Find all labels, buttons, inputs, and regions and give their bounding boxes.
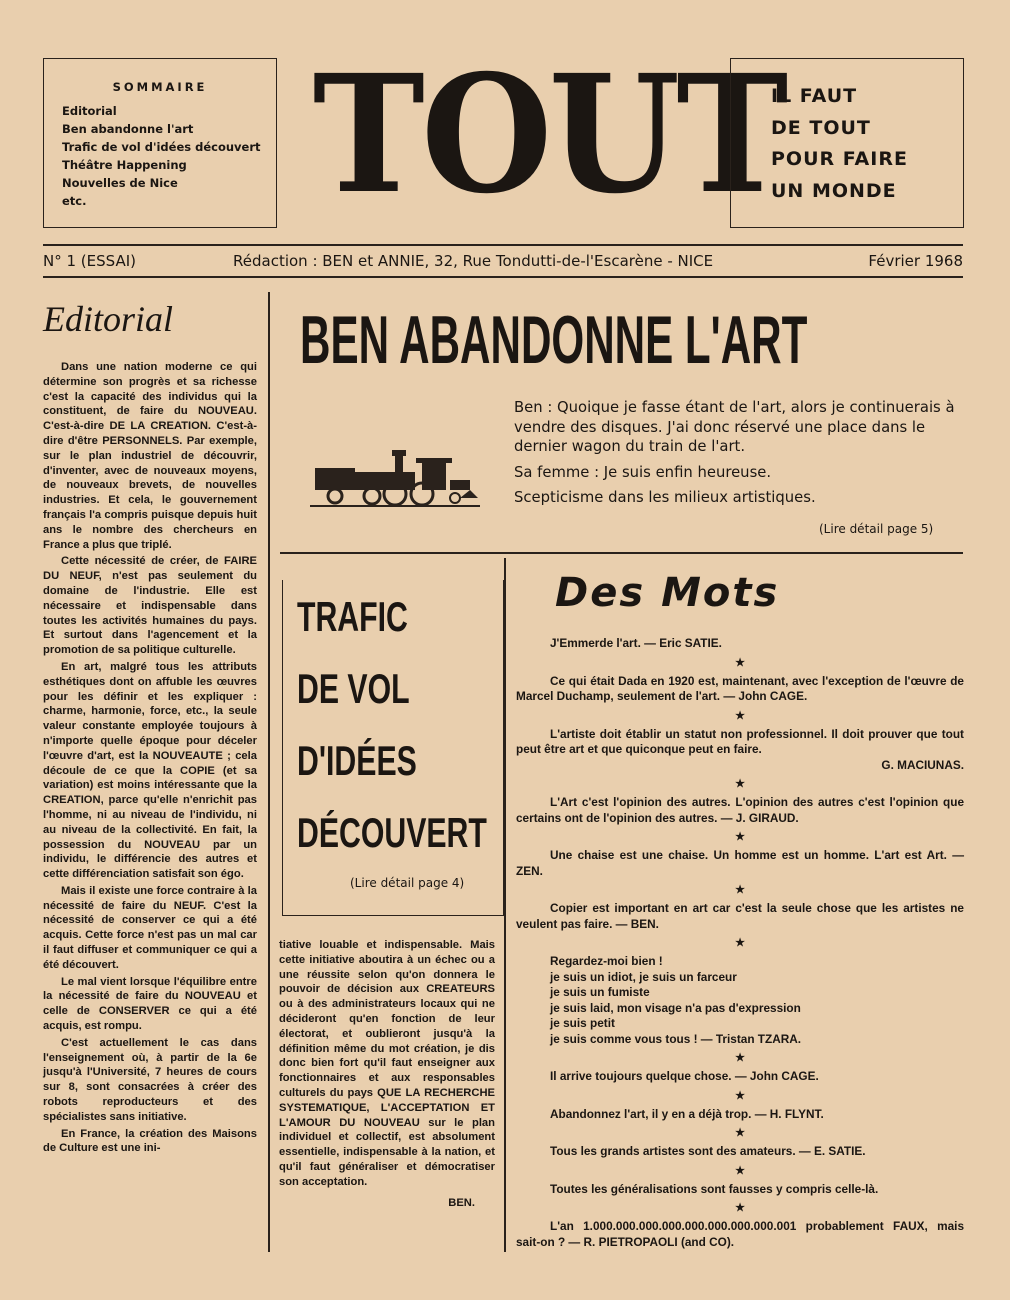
rule-bottom	[43, 276, 963, 278]
sommaire-item[interactable]: Ben abandonne l'art	[62, 122, 194, 136]
star-separator: ★	[735, 1089, 745, 1102]
poem-line: je suis petit	[550, 1016, 615, 1030]
slogan-line: DE TOUT	[771, 116, 871, 139]
editorial-paragraph: Cette nécessité de créer, de FAIRE DU NEUF, n'est pas seulement du domaine de l'industrie. Elle est nécessaire et indispensable dans toutes les activités humaines du pays. Et surtout dans l'agencement et la promotion de sa politique culturelle.	[43, 555, 257, 657]
poem-line: je suis un idiot, je suis un farceur	[550, 969, 737, 984]
editorial-paragraph: En France, la création des Maisons de Culture est une ini-	[43, 1127, 257, 1155]
star-separator: ★	[735, 1127, 745, 1139]
ben-page-reference[interactable]: (Lire détail page 5)	[819, 522, 934, 536]
sommaire-item[interactable]: Théâtre Happening	[62, 158, 187, 172]
poem-line: je suis un fumiste	[550, 985, 650, 999]
quote: Une chaise est une chaise. Un homme est un homme. L'art est Art. — ZEN.	[516, 848, 964, 878]
masthead-title: TOUT	[312, 40, 785, 230]
slogan-line: IL FAUT	[771, 85, 858, 107]
sommaire-item[interactable]: Editorial	[62, 104, 117, 118]
ben-paragraph: Scepticisme dans les milieux artistiques.	[514, 489, 816, 506]
quote: J'Emmerde l'art. — Eric SATIE.	[550, 636, 722, 650]
star-separator: ★	[735, 656, 745, 669]
sommaire-item[interactable]: Nouvelles de Nice	[62, 176, 178, 190]
des-mots-quotes	[516, 636, 964, 1250]
sommaire-item[interactable]: etc.	[62, 194, 87, 208]
trafic-headline-line: D'IDÉES	[297, 737, 417, 784]
quote: Ce qui était Dada en 1920 est, maintenant, avec l'exception de l'œuvre de Marcel Duchamp, seulement de l'art. — John CAGE.	[516, 673, 964, 703]
editorial-paragraph: Dans une nation moderne ce qui détermine son progrès et sa richesse c'est la capacité des individus qui la constituent, de faire du NOUVEAU. C'est-à-dire DE LA CREATION. C'est-à-dire d'être PERSONNELS. Par exemple, sur le plan industriel de découvrir, d'inventer, avec de nouveaux moyens, de nouveaux brevets, de nouvelles industries. Et cela, le gouvernement français l'a compris puisque depuis huit ans le nombre des chercheurs en France a plus que triplé.	[43, 361, 257, 551]
slogan-box	[730, 58, 964, 228]
slogan-line: UN MONDE	[771, 179, 897, 202]
tzara-poem	[516, 954, 964, 1047]
quote: Abandonnez l'art, il y en a déjà trop. — H. FLYNT.	[550, 1106, 824, 1121]
editorial-body	[43, 360, 257, 1156]
quote: Il arrive toujours quelque chose. — John CAGE.	[550, 1069, 819, 1083]
editorial-title: Editorial	[43, 299, 174, 339]
editorial-paragraph: Le mal vient lorsque l'équilibre entre la nécessité de faire du NOUVEAU et celle de CONSERVER ce qui a été acquis, est rompu.	[43, 975, 257, 1033]
trafic-headline-line: DE VOL	[297, 665, 410, 712]
des-mots-title: Des Mots	[555, 570, 780, 616]
star-separator: ★	[735, 709, 745, 722]
slogan-line: POUR FAIRE	[771, 148, 908, 170]
sommaire-title: SOMMAIRE	[112, 80, 208, 94]
editorial-paragraph: C'est actuellement le cas dans l'enseignement où, à partir de la 6e jusqu'à l'Université, 7 heures de cours sur 8, sont consacrées à créer des robots reproducteurs et des spécialistes sans initiative.	[43, 1036, 257, 1123]
sommaire-box	[43, 58, 277, 228]
ben-article-body	[514, 398, 966, 514]
star-separator: ★	[735, 831, 745, 843]
editorial-paragraph: Mais il existe une force contraire à la nécessité de faire du NEUF. C'est la nécessité de conserver ce qui a été acquis. Cette force n'est pas un mal car il faut diffuser et communiquer ce qui a été découvert.	[43, 884, 257, 971]
ben-paragraph: Ben : Quoique je fasse étant de l'art, alors je continuerais à vendre des disques. J'ai donc réservé une place dans le dernier wagon du train de l'art.	[514, 399, 955, 455]
star-separator: ★	[735, 778, 745, 790]
sommaire-item[interactable]: Trafic de vol d'idées découvert	[62, 140, 261, 154]
star-separator: ★	[735, 937, 745, 949]
poem-line: Regardez-moi bien !	[550, 954, 663, 968]
trafic-headline-line: DÉCOUVERT	[297, 809, 487, 856]
editorial-continuation	[279, 938, 495, 1210]
rule-ben-article	[280, 552, 963, 554]
rule-top	[43, 244, 963, 246]
column-rule-left	[268, 292, 270, 1252]
issue-info-bar	[43, 252, 963, 272]
trafic-box	[282, 580, 504, 916]
star-separator: ★	[735, 884, 745, 896]
editorial-paragraph: En art, malgré tous les attributs esthétiques dont on affuble les œuvres pour les définir et les expliquer : charme, harmonie, force, etc., la seule valeur constante employée toujours à n'importe quelle époque pour déceler l'œuvre d'art, est la NOUVEAUTE ; cela découle de ce que la COPIE (et sa variation) est moins intéressante que la CREATION, parce qu'elle n'enrichit pas l'homme, ni au niveau de l'individu, ni au niveau de la collectivité. En fait, la possession du NOUVEAU par un individu, le différencie des autres et cette différenciation satisfait son égo.	[43, 660, 257, 881]
star-separator: ★	[735, 1202, 745, 1214]
editorial-continuation-text: tiative louable et indispensable. Mais cette initiative aboutira à un échec ou a une réussite selon qu'on donnera le pouvoir de décision aux CREATEURS ou à des administrateurs locaux qui ne décideront qu'en fonction de leur électorat, et oublieront jusqu'à la définition même du mot création, je dis donc bien fort qu'il faut enseigner aux fonctionnaires et aux responsables culturels du pays QUE LA RECHERCHE SYSTEMATIQUE, L'ACCEPTATION ET L'AMOUR DU NOUVEAU sur le plan individuel et collectif, est absolument essentielle, indispensable à la nation, et qu'il faut généraliser et démocratiser son acceptation.	[279, 939, 495, 1188]
quote: Toutes les généralisations sont fausses y compris celle-là.	[550, 1181, 879, 1196]
locomotive-illustration	[310, 440, 480, 510]
quote: Copier est important en art car c'est la seule chose que les artistes ne veulent pas faire. — BEN.	[516, 901, 964, 931]
quote: Tous les grands artistes sont des amateurs. — E. SATIE.	[550, 1144, 866, 1158]
issue-date: Février 1968	[868, 252, 963, 270]
poem-line: je suis laid, mon visage n'a pas d'expression	[550, 1000, 801, 1015]
quote: L'an 1.000.000.000.000.000.000.000.000.001 probablement FAUX, mais sait-on ? — R. PIETROPAOLI (and CO).	[516, 1219, 964, 1249]
poem-line: je suis comme vous tous ! — Tristan TZARA.	[550, 1031, 802, 1046]
editorial-signature: BEN.	[448, 1196, 475, 1209]
redaction-address: Rédaction : BEN et ANNIE, 32, Rue Tondutti-de-l'Escarène - NICE	[233, 252, 714, 270]
quote: L'artiste doit établir un statut non professionnel. Il doit prouver que tout peut être art et que quiconque peut en faire.	[516, 726, 964, 756]
ben-paragraph: Sa femme : Je suis enfin heureuse.	[514, 463, 772, 481]
trafic-headline-line: TRAFIC	[297, 593, 408, 640]
quote: L'Art c'est l'opinion des autres. L'opinion des autres c'est l'opinion que certains ont de l'opinion des autres. — J. GIRAUD.	[516, 795, 964, 825]
star-separator: ★	[735, 1164, 745, 1177]
quote-author: G. MACIUNAS.	[881, 757, 964, 772]
issue-number: N° 1 (ESSAI)	[43, 252, 136, 270]
ben-headline: BEN ABANDONNE L'ART	[300, 302, 808, 378]
star-separator: ★	[735, 1052, 745, 1064]
trafic-page-reference[interactable]: (Lire détail page 4)	[350, 876, 465, 890]
